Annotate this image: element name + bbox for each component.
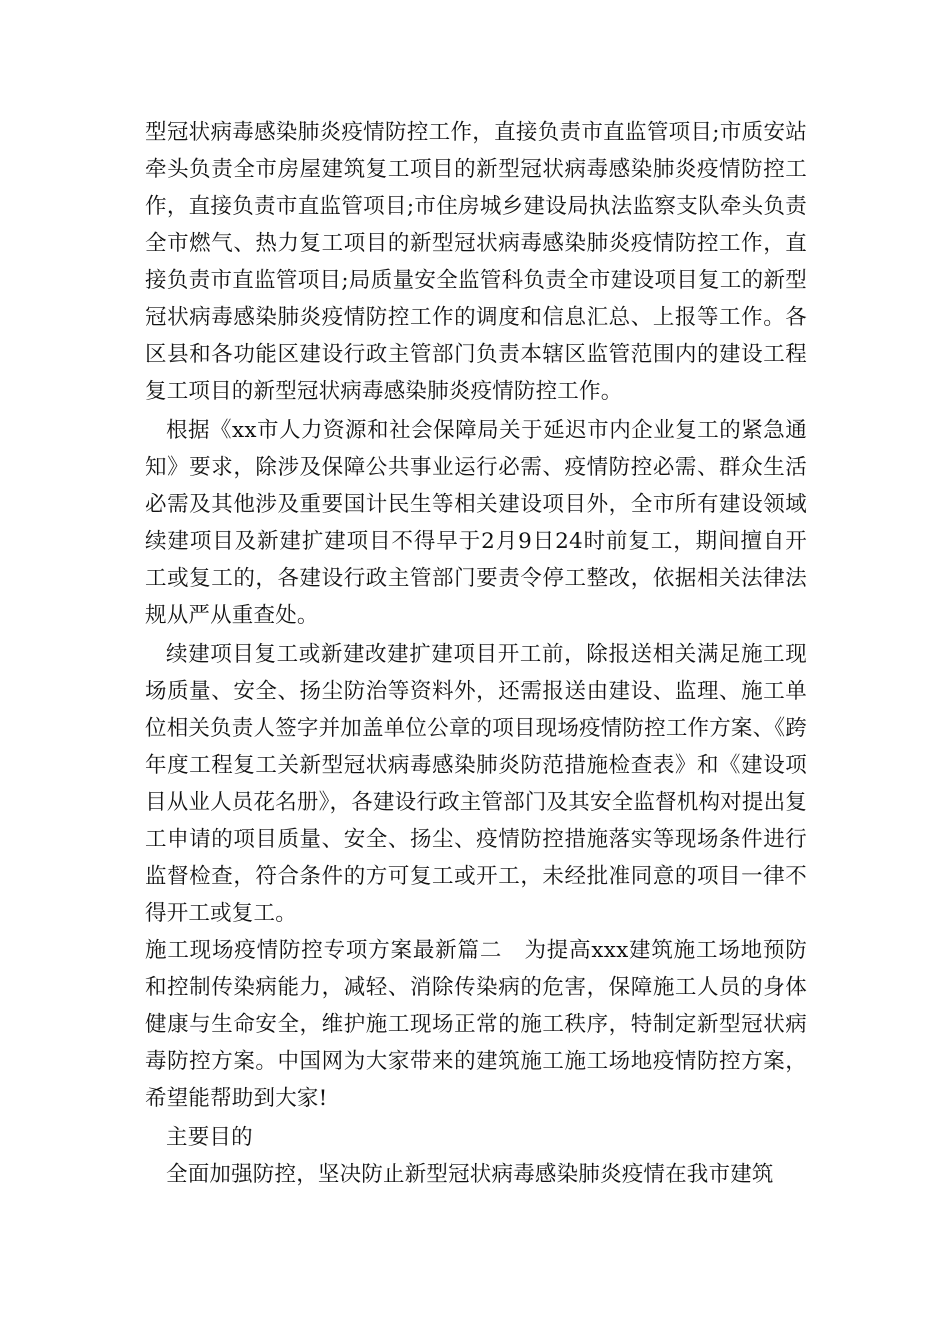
heading-main-purpose: 主要目的 (166, 1125, 253, 1150)
paragraph-resumption-requirements: 续建项目复工或新建改建扩建项目开工前，除报送相关满足施工现场质量、安全、扬尘防治等资料外，还需报送由建设、监理、施工单位相关负责人签字并加盖单位公章的项目现场疫情防控工作方案、《跨年度工程复工关新型冠状病毒感染肺炎防范措施检查表》和《建设项目从业人员花名册》，各建设行政主管部门及其安全监督机构对提出复工申请的项目质量、安全、扬尘、疫情防控措施落实等现场条件进行监督检查，符合条件的方可复工或开工，未经批准同意的项目一律不得开工或复工。 (145, 642, 807, 926)
paragraph-delay-notice: 根据《xx市人力资源和社会保障局关于延迟市内企业复工的紧急通知》要求，除涉及保障公共事业运行必需、疫情防控必需、群众生活必需及其他涉及重要国计民生等相关建设项目外，全市所有建设领域续建项目及新建扩建项目不得早于2月9日24时前复工，期间擅自开工或复工的，各建设行政主管部门要责令停工整改，依据相关法律法规从严从重查处。 (145, 418, 807, 628)
paragraph-responsibilities: 型冠状病毒感染肺炎疫情防控工作，直接负责市直监管项目;市质安站牵头负责全市房屋建筑复工项目的新型冠状病毒感染肺炎疫情防控工作，直接负责市直监管项目;市住房城乡建设局执法监察支队牵头负责全市燃气、热力复工项目的新型冠状病毒感染肺炎疫情防控工作，直接负责市直监管项目;局质量安全监管科负责全市建设项目复工的新型冠状病毒感染肺炎疫情防控工作的调度和信息汇总、上报等工作。各区县和各功能区建设行政主管部门负责本辖区监管范围内的建设工程复工项目的新型冠状病毒感染肺炎疫情防控工作。 (145, 120, 807, 404)
document-body (145, 114, 807, 1193)
paragraph-purpose-body: 全面加强防控，坚决防止新型冠状病毒感染肺炎疫情在我市建筑 (166, 1162, 774, 1187)
paragraph-section-two-intro: 施工现场疫情防控专项方案最新篇二 为提高xxx建筑施工场地预防和控制传染病能力，减轻、消除传染病的危害，保障施工人员的身体健康与生命安全，维护施工现场正常的施工秩序，特制定新型冠状病毒防控方案。中国网为大家带来的建筑施工施工场地疫情防控方案，希望能帮助到大家! (145, 938, 807, 1111)
